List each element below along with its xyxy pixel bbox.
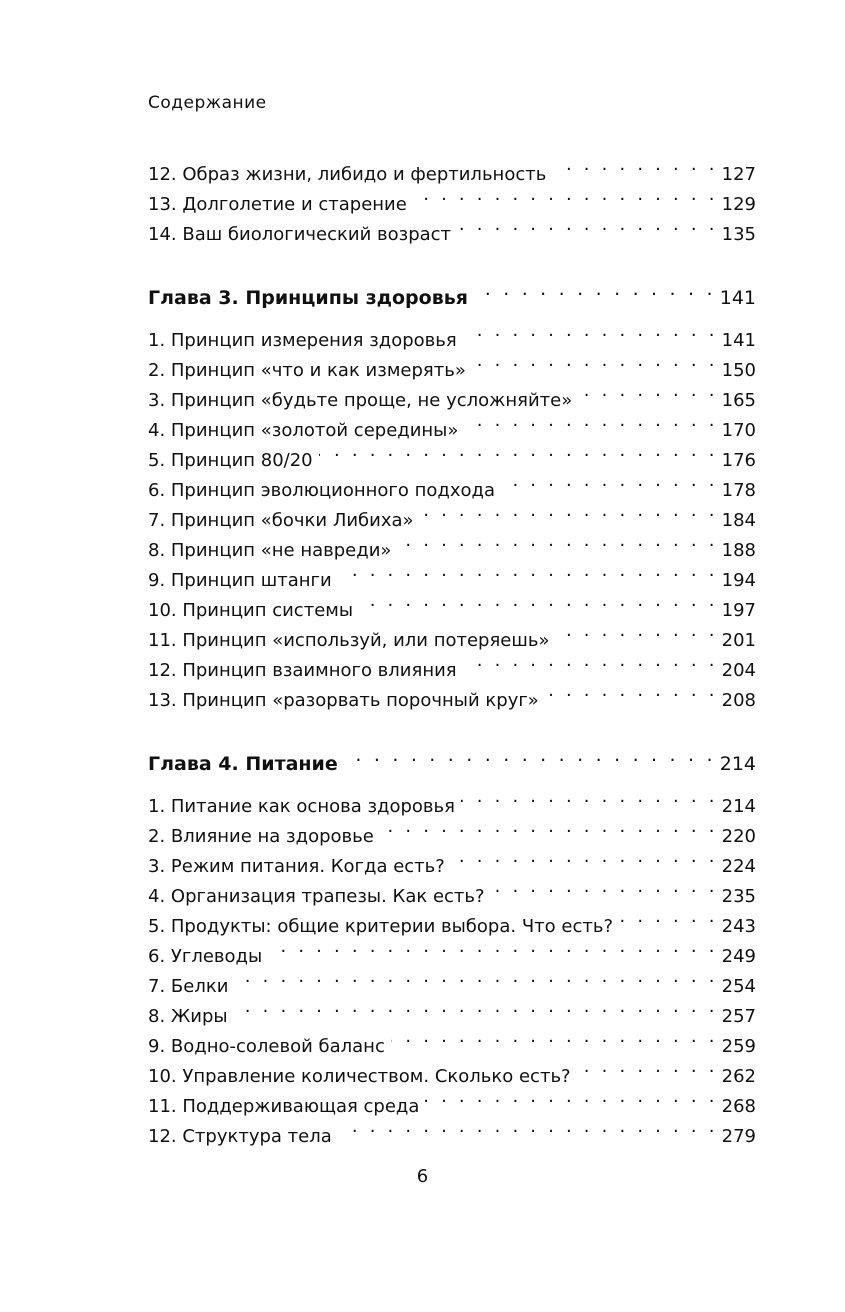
- toc-entry-page: 224: [721, 856, 756, 877]
- toc-entry-page: 141: [721, 330, 756, 351]
- toc-entry[interactable]: [148, 150, 756, 185]
- toc-entry-title: 5. Продукты: общие критерии выбора. Что есть?: [148, 916, 613, 937]
- chapter-title: Глава 3. Принципы здоровья: [148, 287, 468, 309]
- toc-entry-page: 188: [721, 540, 756, 561]
- toc-entry-page: 262: [721, 1066, 756, 1087]
- dot-leader: [577, 1052, 718, 1082]
- toc-entry-page: 204: [721, 660, 756, 681]
- dot-leader: [545, 676, 718, 706]
- dot-leader: [491, 872, 718, 902]
- dot-leader: [464, 406, 717, 436]
- toc-entry-page: 165: [721, 390, 756, 411]
- toc-entry[interactable]: [148, 782, 756, 817]
- running-head: Содержание: [148, 93, 267, 113]
- dot-leader: [578, 376, 717, 406]
- toc-entry-page: 127: [721, 164, 756, 185]
- toc-group-chapter-3: [148, 316, 756, 711]
- toc-entry-title: 1. Принцип измерения здоровья: [148, 330, 457, 351]
- dot-leader: [451, 842, 718, 872]
- toc-entry-title: 12. Принцип взаимного влияния: [148, 660, 457, 681]
- toc-entry-page: 254: [721, 976, 756, 997]
- dot-leader: [474, 274, 716, 304]
- dot-leader: [619, 902, 718, 932]
- toc-entry-title: 12. Структура тела: [148, 1126, 332, 1147]
- toc-entry-title: 5. Принцип 80/20: [148, 450, 313, 471]
- toc-group-continued: [148, 150, 756, 245]
- dot-leader: [552, 150, 717, 180]
- toc-entry-title: 10. Принцип системы: [148, 600, 354, 621]
- dot-leader: [461, 782, 718, 812]
- toc-entry-page: 135: [721, 224, 756, 245]
- toc-entry-title: 11. Поддерживающая среда: [148, 1096, 420, 1117]
- dot-leader: [380, 812, 718, 842]
- chapter-page: 141: [719, 287, 756, 309]
- toc-entry-page: 235: [721, 886, 756, 907]
- toc-entry-title: 10. Управление количеством. Сколько есть?: [148, 1066, 571, 1087]
- toc-entry-title: 8. Жиры: [148, 1006, 228, 1027]
- dot-leader: [234, 962, 717, 992]
- dot-leader: [234, 992, 718, 1022]
- toc-entry-title: 3. Режим питания. Когда есть?: [148, 856, 445, 877]
- toc-entry-page: 279: [721, 1126, 756, 1147]
- chapter-title: Глава 4. Питание: [148, 753, 338, 775]
- toc-group-chapter-4: [148, 782, 756, 1147]
- toc-entry-title: 7. Белки: [148, 976, 229, 997]
- page-number: 6: [416, 1166, 429, 1187]
- chapter-4-heading: [148, 740, 756, 775]
- dot-leader: [425, 1082, 717, 1112]
- toc-entry-page: 194: [721, 570, 756, 591]
- toc-entry-title: 4. Организация трапезы. Как есть?: [148, 886, 485, 907]
- toc-entry-title: 14. Ваш биологический возраст: [148, 224, 452, 245]
- toc-entry-page: 243: [721, 916, 756, 937]
- toc-entry-title: 8. Принцип «не навреди»: [148, 540, 392, 561]
- toc-entry-title: 3. Принцип «будьте проще, не усложняйте»: [148, 390, 573, 411]
- toc-entry-page: 176: [721, 450, 756, 471]
- dot-leader: [338, 1112, 718, 1142]
- toc-entry-page: 197: [721, 600, 756, 621]
- toc-entry[interactable]: [148, 316, 756, 351]
- dot-leader: [555, 616, 717, 646]
- toc-entry-title: 9. Принцип штанги: [148, 570, 332, 591]
- toc-entry-title: 1. Питание как основа здоровья: [148, 796, 455, 817]
- toc-entry-title: 2. Принцип «что и как измерять»: [148, 360, 466, 381]
- toc-entry-title: 12. Образ жизни, либидо и фертильность: [148, 164, 547, 185]
- toc-chapter-entry[interactable]: [148, 740, 756, 775]
- toc-entry-page: 257: [721, 1006, 756, 1027]
- toc-entry-title: 13. Принцип «разорвать порочный круг»: [148, 690, 539, 711]
- dot-leader: [463, 316, 718, 346]
- toc-entry-title: 4. Принцип «золотой середины»: [148, 420, 459, 441]
- dot-leader: [463, 646, 718, 676]
- toc-entry[interactable]: [148, 1022, 756, 1057]
- dot-leader: [344, 740, 716, 770]
- toc-chapter-entry[interactable]: [148, 274, 756, 309]
- toc-entry-page: 249: [721, 946, 756, 967]
- dot-leader: [391, 1022, 718, 1052]
- toc-entry-page: 178: [721, 480, 756, 501]
- dot-leader: [501, 466, 718, 496]
- toc-entry-title: 13. Долголетие и старение: [148, 194, 407, 215]
- toc-entry-page: 150: [721, 360, 756, 381]
- toc-entry-title: 9. Водно-солевой баланс: [148, 1036, 385, 1057]
- toc-entry-title: 7. Принцип «бочки Либиха»: [148, 510, 414, 531]
- dot-leader: [420, 496, 718, 526]
- toc-entry[interactable]: [148, 962, 756, 997]
- dot-leader: [319, 436, 718, 466]
- dot-leader: [472, 346, 718, 376]
- toc-entry-page: 268: [721, 1096, 756, 1117]
- chapter-page: 214: [719, 753, 756, 775]
- toc-entry-page: 214: [721, 796, 756, 817]
- toc-entry-title: 2. Влияние на здоровье: [148, 826, 374, 847]
- toc-entry-page: 208: [721, 690, 756, 711]
- dot-leader: [338, 556, 718, 586]
- toc-entry-page: 184: [721, 510, 756, 531]
- toc-entry-page: 170: [721, 420, 756, 441]
- toc-entry[interactable]: [148, 992, 756, 1027]
- toc-entry-page: 220: [721, 826, 756, 847]
- chapter-3-heading: [148, 274, 756, 309]
- toc-entry-page: 129: [721, 194, 756, 215]
- dot-leader: [457, 210, 718, 240]
- toc-entry-title: 6. Углеводы: [148, 946, 263, 967]
- toc-entry-page: 259: [721, 1036, 756, 1057]
- dot-leader: [413, 180, 718, 210]
- toc-entry-title: 6. Принцип эволюционного подхода: [148, 480, 495, 501]
- dot-leader: [359, 586, 718, 616]
- dot-leader: [397, 526, 717, 556]
- toc-entry-page: 201: [721, 630, 756, 651]
- toc-entry-title: 11. Принцип «используй, или потеряешь»: [148, 630, 550, 651]
- dot-leader: [268, 932, 717, 962]
